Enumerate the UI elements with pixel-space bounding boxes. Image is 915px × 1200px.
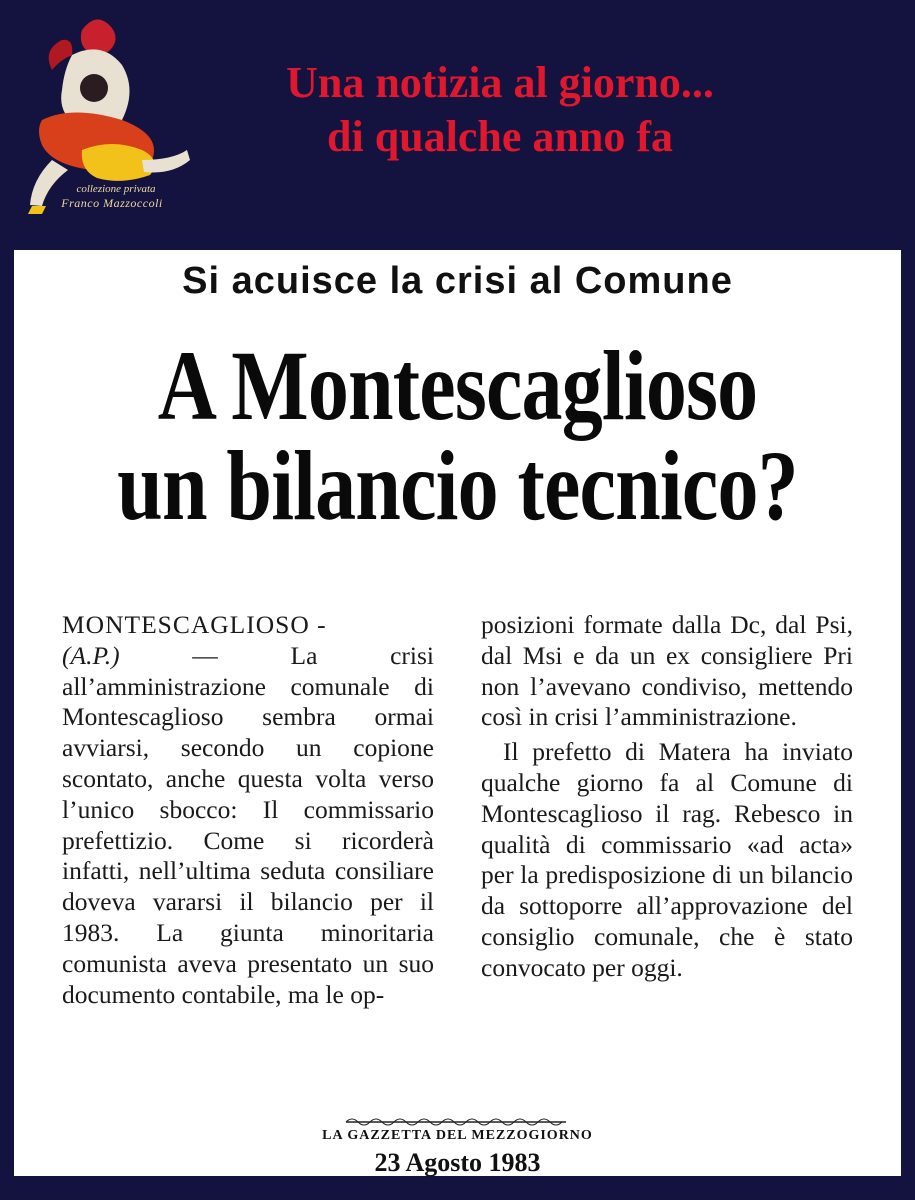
article-column-left [62, 610, 434, 1010]
banner-title [150, 56, 850, 164]
article-kicker: Si acuisce la crisi al Comune [182, 260, 733, 302]
newspaper-masthead: LA GAZZETTA DEL MEZZOGIORNO [322, 1128, 593, 1143]
byline: (A.P.) [62, 640, 120, 670]
left-column-paragraph [62, 610, 434, 1010]
logo-caption-line1: collezione privata [76, 183, 156, 195]
dateline: MONTESCAGLIOSO - [62, 610, 327, 639]
newspaper-clipping [14, 250, 901, 1176]
banner-title-line1: Una notizia al giorno... [286, 58, 714, 107]
headline-line1: A Montescaglioso [157, 330, 758, 441]
right-column-paragraph-2: Il prefetto di Matera ha inviato qualche giorno fa al Comune di Montescaglioso il rag. Rebesco in qualità di commissario «ad acta» per la predisposizione di un bilancio da sottoporre all’approvazione del consiglio comunale, che è stato convocato per oggi. [481, 737, 853, 982]
banner-title-line2: di qualche anno fa [327, 112, 673, 161]
right-column-paragraph-1: posizioni formate dalla Dc, dal Psi, dal Msi e da un ex consigliere Pri non l’avevano condiviso, mettendo così in crisi l’amministrazione. [481, 610, 853, 732]
article-headline [94, 330, 821, 541]
left-column-text: — La crisi all’amministrazione comunale di Montescaglioso sembra ormai avviarsi, secondo un copione scontato, anche questa volta verso l’unico sbocco: Il commissario prefettizio. Come si ricorderà infatti, nell’ultima seduta consiliare doveva vararsi il bilancio per il 1983. La giunta minoritaria comunista aveva presentato un suo documento contabile, ma le op- [62, 640, 434, 1009]
publication-date: 23 Agosto 1983 [374, 1148, 541, 1177]
logo-caption [22, 182, 202, 210]
logo-caption-line2: Franco Mazzoccoli [61, 196, 163, 210]
headline-line2: un bilancio tecnico? [117, 430, 798, 541]
article-column-right [481, 610, 853, 984]
header-banner [0, 0, 915, 250]
